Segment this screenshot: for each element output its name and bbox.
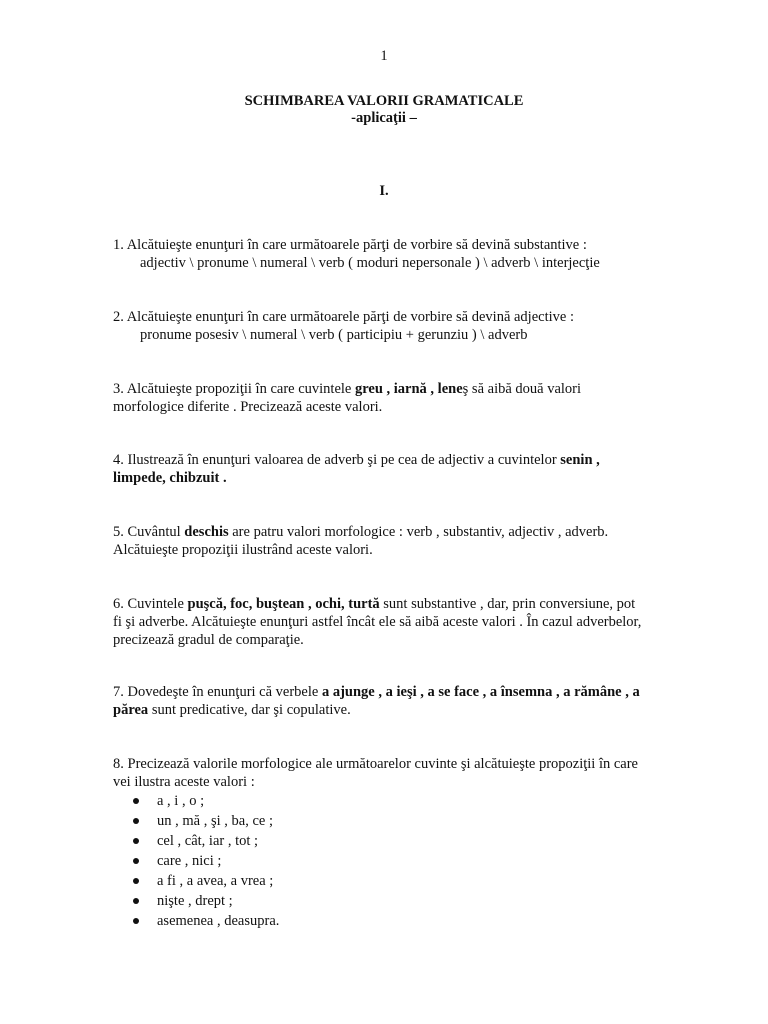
list-item bbox=[133, 831, 279, 851]
list-item bbox=[133, 891, 279, 911]
bullet-icon bbox=[133, 838, 139, 844]
bullet-icon bbox=[133, 898, 139, 904]
exercise-6-text-b: sunt substantive , dar, prin conversiune, pot fi şi adverbe. Alcătuieşte enunţuri astfel încât ele să aibă aceste valori . În cazul adverbelor, precizează gradul de comparaţie. bbox=[113, 596, 642, 648]
exercise-2-text: 2. Alcătuieşte enunţuri în care următoarele părţi de vorbire să devină adjective : bbox=[113, 309, 574, 325]
list-item bbox=[133, 871, 279, 891]
exercise-7-verbs: a ajunge , a ieşi , a se face , a însemna , a rămâne , a părea bbox=[113, 684, 640, 718]
exercise-4-words: senin , limpede, chibzuit . bbox=[113, 452, 600, 486]
bullet-icon bbox=[133, 918, 139, 924]
exercise-5 bbox=[113, 523, 653, 559]
document-subtitle: -aplicaţii – bbox=[351, 110, 417, 126]
exercise-3-text-b: ş să aibă două valori morfologice diferite . Precizează aceste valori. bbox=[113, 381, 582, 415]
bullet-icon bbox=[133, 858, 139, 864]
list-item-text: a , i , o ; bbox=[157, 793, 205, 809]
exercise-5-text-a: 5. Cuvântul bbox=[113, 524, 185, 540]
list-item bbox=[133, 811, 279, 831]
list-item-text: care , nici ; bbox=[157, 853, 222, 869]
bullet-icon bbox=[133, 818, 139, 824]
page-number: 1 bbox=[380, 48, 388, 64]
exercise-8-text: 8. Precizează valorile morfologice ale următoarelor cuvinte şi alcătuieşte propoziţii în care vei ilustra aceste valori : bbox=[113, 756, 638, 790]
exercise-1 bbox=[113, 236, 653, 272]
list-item bbox=[133, 911, 279, 931]
exercise-7 bbox=[113, 683, 658, 719]
exercise-5-word: deschis bbox=[184, 524, 229, 540]
list-item bbox=[133, 791, 279, 811]
exercise-1-text: 1. Alcătuieşte enunţuri în care următoarele părţi de vorbire să devină substantive : bbox=[113, 237, 587, 253]
exercise-8 bbox=[113, 755, 638, 791]
exercise-3-text-a: 3. Alcătuieşte propoziţii în care cuvintele bbox=[113, 381, 355, 397]
exercise-3-words: greu , iarnă , lene bbox=[354, 381, 463, 397]
bullet-icon bbox=[133, 878, 139, 884]
exercise-7-text-a: 7. Dovedeşte în enunţuri că verbele bbox=[113, 684, 322, 700]
list-item-text: nişte , drept ; bbox=[157, 893, 233, 909]
exercise-7-text-b: sunt predicative, dar şi copulative. bbox=[148, 702, 351, 718]
exercise-3 bbox=[113, 380, 613, 416]
exercise-2 bbox=[113, 308, 653, 344]
exercise-6-words: puşcă, foc, buştean , ochi, turtă bbox=[187, 596, 380, 612]
exercise-4 bbox=[113, 451, 635, 487]
exercise-1-list: adjectiv \ pronume \ numeral \ verb ( moduri nepersonale ) \ adverb \ interjecţie bbox=[140, 255, 600, 271]
exercise-5-text-b: are patru valori morfologice : verb , substantiv, adjectiv , adverb. Alcătuieşte propoziţii ilustrând aceste valori. bbox=[113, 524, 609, 558]
exercise-6 bbox=[113, 595, 643, 649]
list-item-text: asemenea , deasupra. bbox=[157, 913, 280, 929]
section-heading: I. bbox=[379, 183, 389, 199]
list-item bbox=[133, 851, 279, 871]
list-item-text: a fi , a avea, a vrea ; bbox=[157, 873, 274, 889]
exercise-8-list bbox=[133, 791, 279, 931]
exercise-4-text: 4. Ilustrează în enunţuri valoarea de adverb şi pe cea de adjectiv a cuvintelor bbox=[113, 452, 561, 468]
exercise-2-list: pronume posesiv \ numeral \ verb ( participiu + gerunziu ) \ adverb bbox=[140, 327, 528, 343]
bullet-icon bbox=[133, 798, 139, 804]
exercise-6-text-a: 6. Cuvintele bbox=[113, 596, 188, 612]
document-title: SCHIMBAREA VALORII GRAMATICALE bbox=[244, 93, 524, 109]
list-item-text: cel , cât, iar , tot ; bbox=[157, 833, 259, 849]
list-item-text: un , mă , şi , ba, ce ; bbox=[157, 813, 273, 829]
